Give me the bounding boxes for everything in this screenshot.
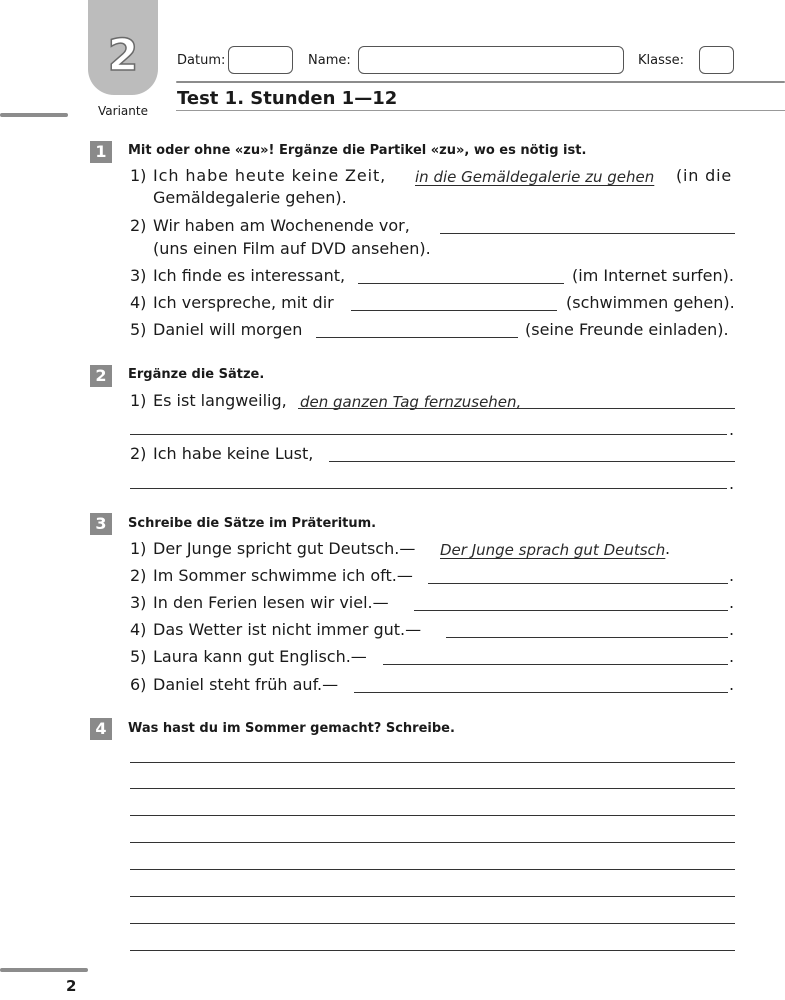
name-label: Name: — [308, 53, 351, 68]
task-3-item-5-number: 5) — [130, 647, 147, 666]
task-3-item-5-end: . — [729, 647, 735, 666]
footer-rule — [0, 968, 88, 972]
task-3-item-4-number: 4) — [130, 620, 147, 639]
task-3-item-2-number: 2) — [130, 566, 147, 585]
variant-label: Variante — [98, 104, 148, 118]
task-3-item-4-blank[interactable] — [446, 637, 728, 638]
task-3-item-6-end: . — [729, 675, 735, 694]
klasse-label: Klasse: — [638, 53, 685, 68]
task-3-item-2-blank[interactable] — [428, 583, 728, 584]
test-title: Test 1. Stunden 1—12 — [177, 88, 398, 109]
task-3-item-3-end: . — [729, 593, 735, 612]
task-1-item-1-answer: in die Gemäldegalerie zu gehen — [415, 168, 655, 186]
task-1-item-2-text: Wir haben am Wochenende vor, — [153, 216, 410, 235]
task-2-item-2-text: Ich habe keine Lust, — [153, 444, 314, 463]
task-2-item-2-end: . — [729, 474, 735, 493]
task-3-item-6-number: 6) — [130, 675, 147, 694]
writing-line-8[interactable] — [130, 950, 735, 951]
task-1-item-3-number: 3) — [130, 266, 147, 285]
task-3-instruction: Schreibe die Sätze im Präteritum. — [128, 516, 377, 531]
task-2-item-1-end: . — [729, 420, 735, 439]
task-2-badge: 2 — [90, 365, 112, 387]
task-1-item-2-number: 2) — [130, 216, 147, 235]
task-1-item-5-text: Daniel will morgen — [153, 320, 303, 339]
task-2-item-1-blank-2[interactable] — [130, 434, 727, 435]
writing-line-1[interactable] — [130, 762, 735, 763]
task-1-badge: 1 — [90, 141, 112, 163]
task-1-item-3-hint: (im Internet surfen). — [572, 266, 734, 285]
klasse-field[interactable] — [699, 46, 734, 74]
task-1-item-2-blank[interactable] — [440, 233, 735, 234]
task-1-item-1-number: 1) — [130, 166, 147, 185]
task-1-item-3-blank[interactable] — [358, 283, 564, 284]
title-rule — [176, 110, 785, 111]
writing-line-6[interactable] — [130, 896, 735, 897]
task-3-item-3-number: 3) — [130, 593, 147, 612]
task-3-item-2-end: . — [729, 566, 735, 585]
task-3-item-1-end: . — [665, 539, 671, 558]
task-3-item-5-blank[interactable] — [383, 664, 728, 665]
task-1-item-5-number: 5) — [130, 320, 147, 339]
task-1-item-1-hint-b: Gemäldegalerie gehen). — [153, 188, 347, 207]
task-2-item-1-text: Es ist langweilig, — [153, 391, 287, 410]
writing-line-2[interactable] — [130, 788, 735, 789]
datum-label: Datum: — [177, 53, 226, 68]
writing-line-4[interactable] — [130, 842, 735, 843]
task-3-item-3-blank[interactable] — [414, 610, 728, 611]
task-3-badge: 3 — [90, 513, 112, 535]
header-rule — [176, 81, 785, 83]
task-1-instruction: Mit oder ohne «zu»! Ergänze die Partikel «zu», wo es nötig ist. — [128, 143, 587, 158]
task-3-item-6-text: Daniel steht früh auf.— — [153, 675, 339, 694]
variant-number: 2 — [107, 30, 139, 81]
task-4-badge: 4 — [90, 718, 112, 740]
task-1-item-4-blank[interactable] — [351, 310, 557, 311]
task-3-item-5-text: Laura kann gut Englisch.— — [153, 647, 367, 666]
task-1-item-4-text: Ich verspreche, mit dir — [153, 293, 334, 312]
task-2-item-2-blank[interactable] — [329, 461, 735, 462]
task-3-item-1-text: Der Junge spricht gut Deutsch.— — [153, 539, 416, 558]
task-2-item-1-number: 1) — [130, 391, 147, 410]
task-3-item-6-blank[interactable] — [354, 692, 728, 693]
task-2-item-2-blank-2[interactable] — [130, 488, 727, 489]
writing-line-3[interactable] — [130, 815, 735, 816]
task-1-item-3-text: Ich finde es interessant, — [153, 266, 346, 285]
task-3-item-3-text: In den Ferien lesen wir viel.— — [153, 593, 389, 612]
task-1-item-1-text: Ich habe heute keine Zeit, — [153, 166, 387, 185]
name-field[interactable] — [358, 46, 624, 74]
task-2-instruction: Ergänze die Sätze. — [128, 367, 265, 382]
task-2-item-2-number: 2) — [130, 444, 147, 463]
task-2-item-1-blank[interactable] — [298, 408, 735, 409]
left-rule — [0, 113, 68, 117]
task-3-item-1-number: 1) — [130, 539, 147, 558]
task-3-item-2-text: Im Sommer schwimme ich oft.— — [153, 566, 413, 585]
task-1-item-2-hint: (uns einen Film auf DVD ansehen). — [153, 239, 431, 258]
task-1-item-4-hint: (schwimmen gehen). — [566, 293, 735, 312]
task-3-item-4-text: Das Wetter ist nicht immer gut.— — [153, 620, 422, 639]
datum-field[interactable] — [228, 46, 293, 74]
task-1-item-5-hint: (seine Freunde einladen). — [525, 320, 729, 339]
writing-line-7[interactable] — [130, 923, 735, 924]
writing-line-5[interactable] — [130, 869, 735, 870]
page-number: 2 — [66, 977, 77, 995]
task-1-item-4-number: 4) — [130, 293, 147, 312]
task-4-instruction: Was hast du im Sommer gemacht? Schreibe. — [128, 721, 455, 736]
task-3-item-1-answer: Der Junge sprach gut Deutsch — [440, 541, 666, 559]
task-3-item-4-end: . — [729, 620, 735, 639]
task-1-item-5-blank[interactable] — [316, 337, 518, 338]
task-1-item-1-hint-a: (in die — [676, 166, 732, 185]
task-2-item-1-answer: den ganzen Tag fernzusehen, — [300, 393, 522, 411]
